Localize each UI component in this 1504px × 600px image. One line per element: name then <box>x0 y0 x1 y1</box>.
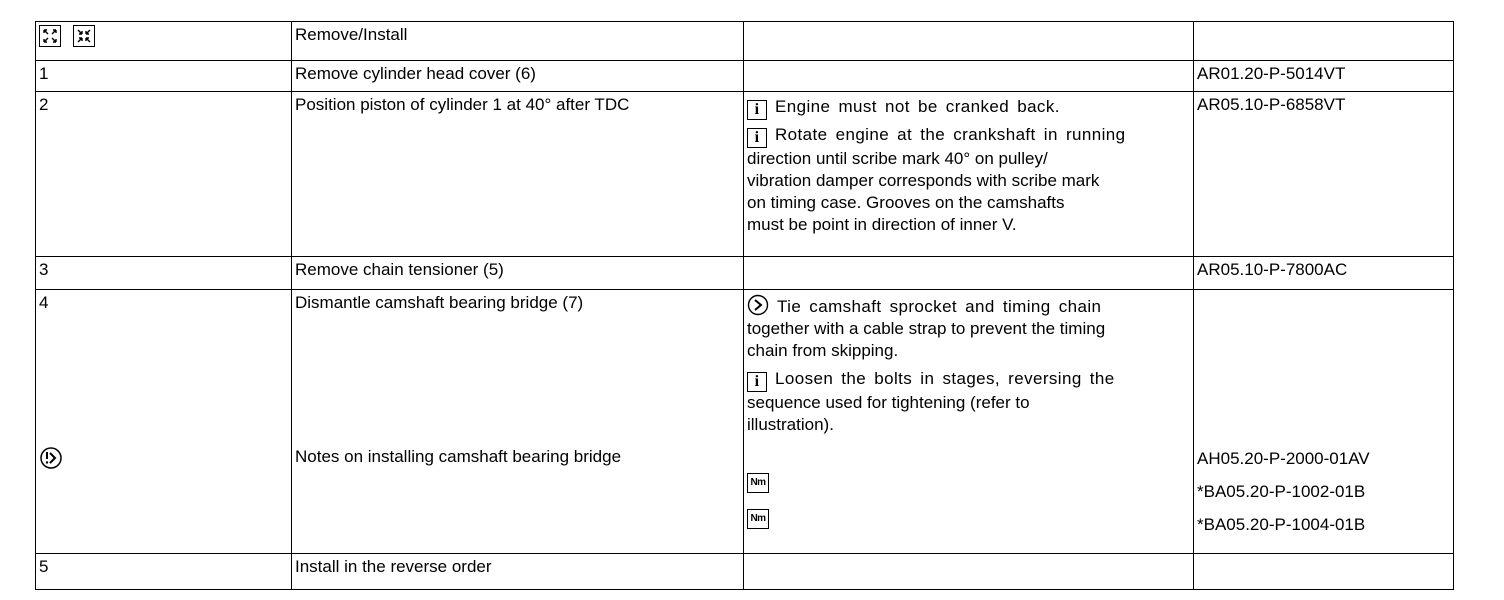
info-icon: i <box>747 128 767 148</box>
note-text: must be point in direction of inner V. <box>747 215 1017 234</box>
torque-nm-icon[interactable]: Nm <box>747 509 769 529</box>
step-reference-link[interactable]: *BA05.20-P-1004-01B <box>1197 515 1366 534</box>
step-notes <box>744 61 1194 92</box>
note-text: chain from skipping. <box>747 341 899 360</box>
header-row <box>36 22 1454 61</box>
header-notes <box>744 22 1194 61</box>
step-reference-link[interactable]: AR01.20-P-5014VT <box>1194 61 1454 92</box>
header-reference <box>1194 22 1454 61</box>
step-number-cell <box>36 290 292 554</box>
note-text: on timing case. Grooves on the camshafts <box>747 193 1065 212</box>
info-icon: i <box>747 372 767 392</box>
note-text: Loosen the bolts in stages, reversing the <box>775 369 1115 388</box>
note-text: together with a cable strap to prevent the timing <box>747 319 1106 338</box>
note-text: Tie camshaft sprocket and timing chain <box>777 297 1102 316</box>
step-notes <box>744 554 1194 590</box>
note-text: Rotate engine at the crankshaft in running <box>775 125 1126 144</box>
expand-icon[interactable] <box>39 25 61 47</box>
step-number: 4 <box>39 293 49 312</box>
step-reference-link[interactable]: AR05.10-P-7800AC <box>1194 257 1454 290</box>
step-notes <box>744 290 1194 554</box>
note-text: Engine must not be cranked back. <box>775 97 1060 116</box>
step-sub-operation: Notes on installing camshaft bearing bridge <box>295 447 622 466</box>
step-reference-link[interactable]: AH05.20-P-2000-01AV <box>1197 449 1370 468</box>
step-row <box>36 554 1454 590</box>
note-text: direction until scribe mark 40° on pulley/ <box>747 149 1048 168</box>
step-number: 5 <box>36 554 292 590</box>
step-row <box>36 257 1454 290</box>
info-icon: i <box>747 100 767 120</box>
note-text: sequence used for tightening (refer to <box>747 393 1030 412</box>
step-operation-cell <box>292 290 744 554</box>
step-notes <box>744 92 1194 257</box>
step-number: 3 <box>36 257 292 290</box>
step-number: 1 <box>36 61 292 92</box>
torque-nm-icon[interactable]: Nm <box>747 473 769 493</box>
step-reference-cell <box>1194 290 1454 554</box>
step-reference <box>1194 554 1454 590</box>
note-text: vibration damper corresponds with scribe mark <box>747 171 1100 190</box>
step-operation: Remove cylinder head cover (6) <box>292 61 744 92</box>
procedure-table <box>35 21 1454 590</box>
step-notes <box>744 257 1194 290</box>
step-operation: Remove chain tensioner (5) <box>292 257 744 290</box>
hint-icon <box>747 294 769 316</box>
step-row <box>36 61 1454 92</box>
view-controls-cell <box>36 22 292 61</box>
note-text: illustration). <box>747 415 834 434</box>
step-row <box>36 290 1454 554</box>
collapse-icon[interactable] <box>73 25 95 47</box>
step-operation: Install in the reverse order <box>292 554 744 590</box>
step-reference-link[interactable]: AR05.10-P-6858VT <box>1194 92 1454 257</box>
step-number: 2 <box>36 92 292 257</box>
install-note-icon <box>39 446 63 470</box>
header-operation: Remove/Install <box>292 22 744 61</box>
step-operation: Dismantle camshaft bearing bridge (7) <box>295 293 584 312</box>
step-operation: Position piston of cylinder 1 at 40° after TDC <box>292 92 744 257</box>
step-reference-link[interactable]: *BA05.20-P-1002-01B <box>1197 482 1366 501</box>
step-row <box>36 92 1454 257</box>
